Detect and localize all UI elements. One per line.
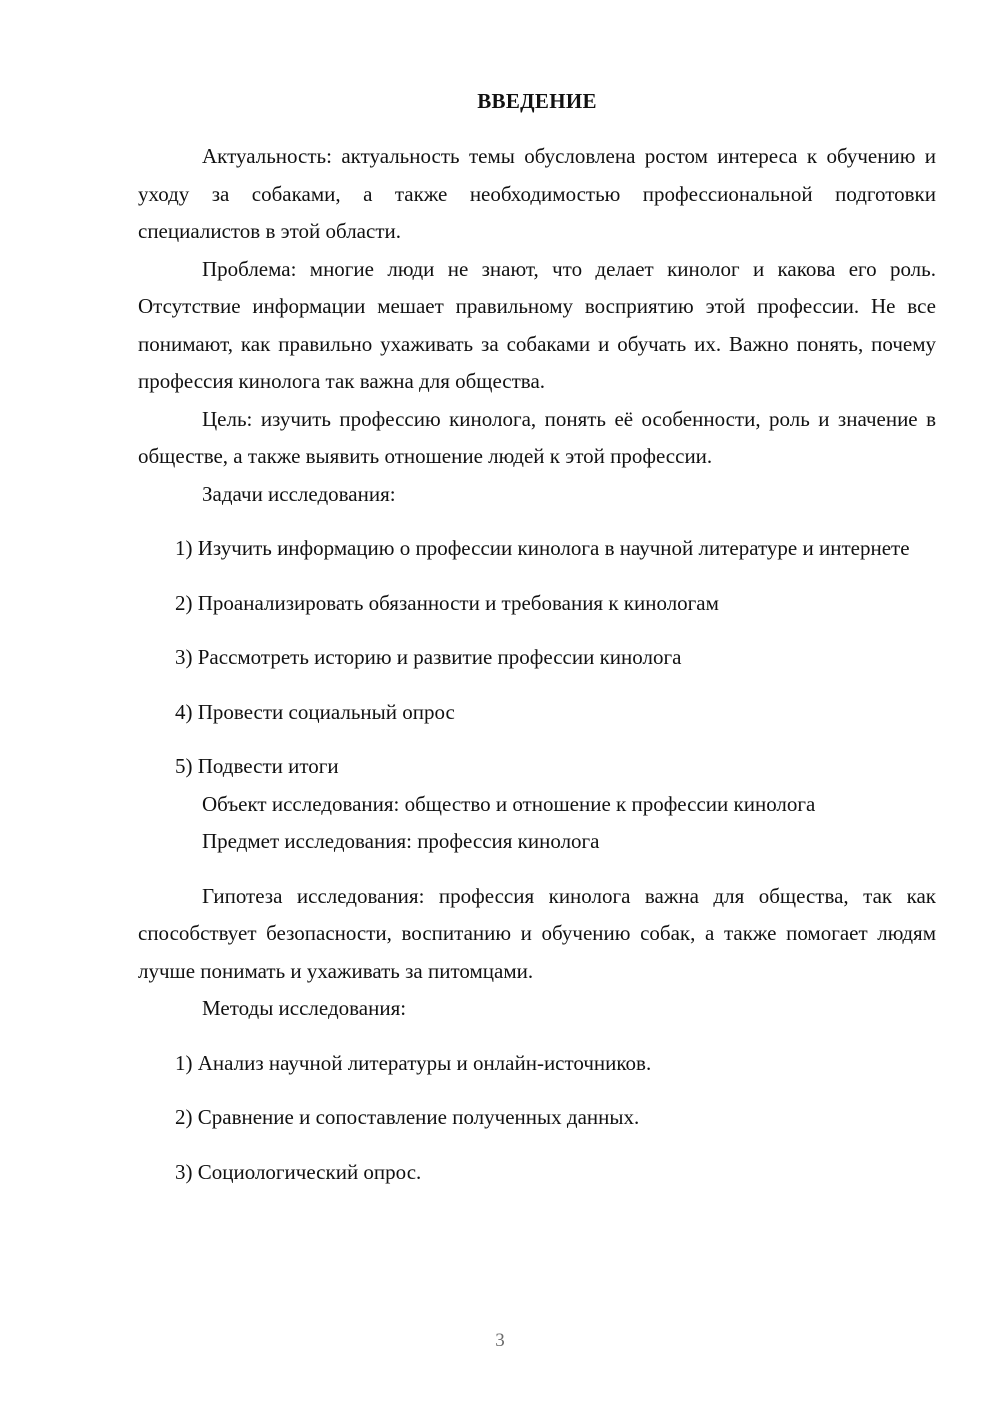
page-title: ВВЕДЕНИЕ [477, 89, 597, 113]
paragraph-relevance: Актуальность: актуальность темы обусловлена ростом интереса к обучению и уходу за собаками, а также необходимостью профессиональной подготовки специалистов в этой области. [138, 144, 936, 244]
list-item: 3) Рассмотреть историю и развитие профессии кинолога [175, 645, 682, 670]
paragraph-object: Объект исследования: общество и отношение к профессии кинолога [202, 791, 816, 816]
page-number: 3 [495, 1330, 505, 1351]
tasks-label: Задачи исследования: [202, 481, 396, 506]
list-item: 1) Анализ научной литературы и онлайн-источников. [175, 1050, 652, 1075]
list-item: 2) Проанализировать обязанности и требования к кинологам [175, 590, 719, 615]
document-body [138, 86, 936, 1191]
paragraph-hypothesis: Гипотеза исследования: профессия кинолога важна для общества, так как способствует безопасности, воспитанию и обучению собак, а также помогает людям лучше понимать и ухаживать за питомцами. [138, 883, 936, 983]
list-item: 2) Сравнение и сопоставление полученных данных. [175, 1105, 640, 1130]
list-item: 1) Изучить информацию о профессии кинолога в научной литературе и интернете [175, 536, 910, 561]
methods-label: Методы исследования: [202, 996, 407, 1021]
list-item: 3) Социологический опрос. [175, 1159, 422, 1184]
paragraph-problem: Проблема: многие люди не знают, что делает кинолог и какова его роль. Отсутствие информации мешает правильному восприятию этой профессии. Не все понимают, как правильно ухаживать за собаками и обучать их. Важно понять, почему профессия кинолога так важна для общества. [138, 256, 936, 394]
paragraph-goal: Цель: изучить профессию кинолога, понять её особенности, роль и значение в обществе, а также выявить отношение людей к этой профессии. [138, 406, 936, 469]
list-item: 5) Подвести итоги [175, 754, 339, 779]
paragraph-subject: Предмет исследования: профессия кинолога [202, 829, 600, 854]
list-item: 4) Провести социальный опрос [175, 699, 455, 724]
